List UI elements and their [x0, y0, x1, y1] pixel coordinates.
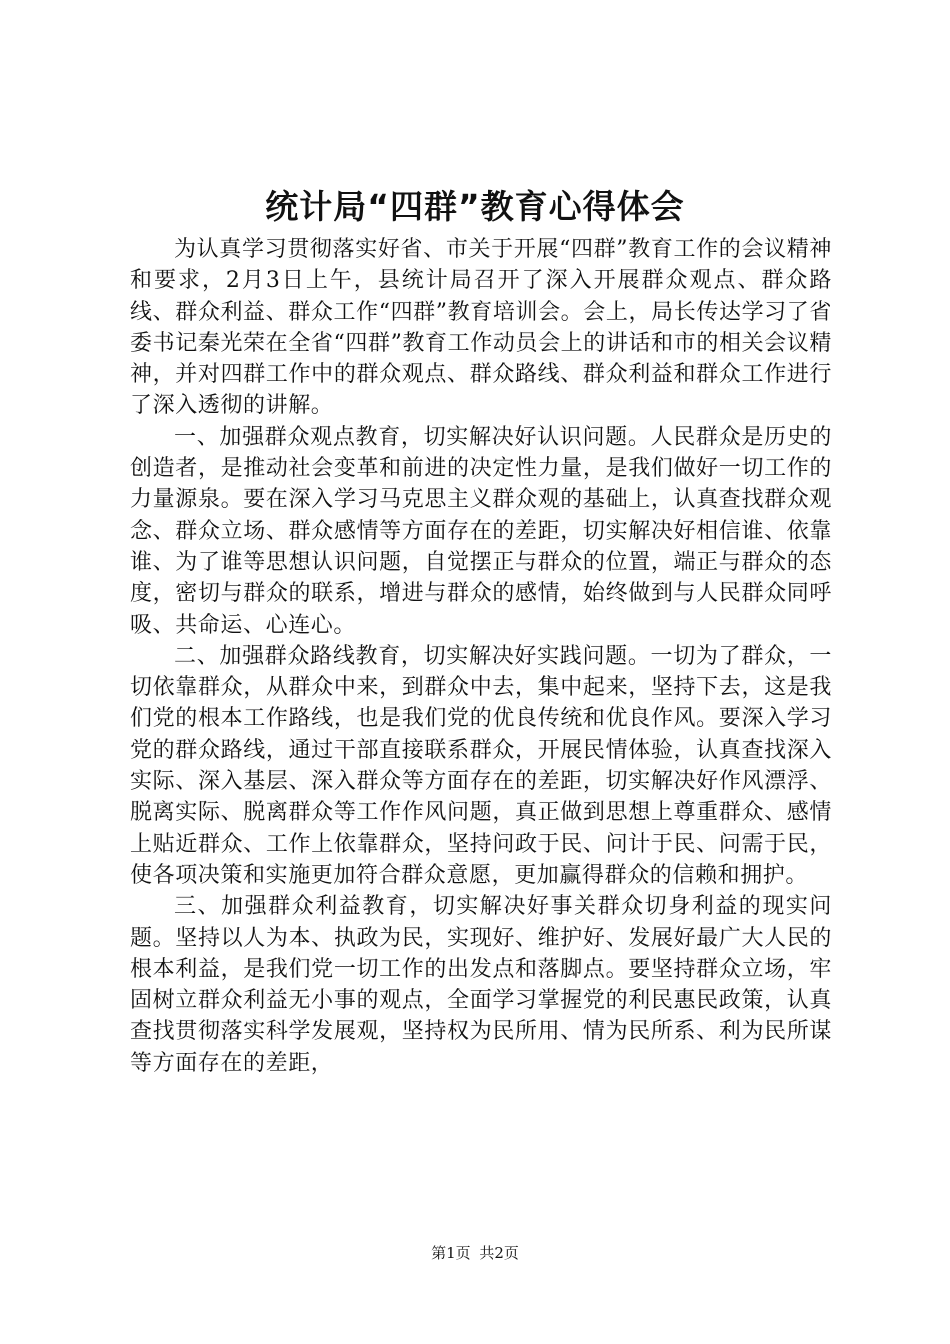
- document-title: 统计局“四群”教育心得体会: [265, 187, 685, 226]
- paragraph-section-1: 一、加强群众观点教育，切实解决好认识问题。人民群众是历史的创造者，是推动社会变革和前进的决定性力量，是我们做好一切工作的力量源泉。要在深入学习马克思主义群众观的基础上，认真查找群众观念、群众立场、群众感情等方面存在的差距，切实解决好相信谁、依靠谁、为了谁等思想认识问题，自觉摆正与群众的位置，端正与群众的态度，密切与群众的联系，增进与群众的感情，始终做到与人民群众同呼吸、共命运、心连心。: [130, 424, 832, 638]
- paragraph-section-3: 三、加强群众利益教育，切实解决好事关群众切身利益的现实问题。坚持以人为本、执政为民，实现好、维护好、发展好最广大人民的根本利益，是我们党一切工作的出发点和落脚点。要坚持群众立场，牢固树立群众利益无小事的观点，全面学习掌握党的利民惠民政策，认真查找贯彻落实科学发展观，坚持权为民所用、情为民所系、利为民所谋等方面存在的差距，: [130, 894, 832, 1076]
- paragraph-intro: 为认真学习贯彻落实好省、市关于开展“四群”教育工作的会议精神和要求，2月3日上午，县统计局召开了深入开展群众观点、群众路线、群众利益、群众工作“四群”教育培训会。会上，局长传达学习了省委书记秦光荣在全省“四群”教育工作动员会上的讲话和市的相关会议精神，并对四群工作中的群众观点、群众路线、群众利益和群众工作进行了深入透彻的讲解。: [130, 237, 832, 419]
- page-total: 共2页: [479, 1244, 519, 1262]
- document-body: [130, 234, 832, 1079]
- page-footer: [0, 1243, 950, 1263]
- page-number: 第1页: [431, 1244, 471, 1262]
- paragraph-section-2: 二、加强群众路线教育，切实解决好实践问题。一切为了群众，一切依靠群众，从群众中来，到群众中去，集中起来，坚持下去，这是我们党的根本工作路线，也是我们党的优良传统和优良作风。要深入学习党的群众路线，通过干部直接联系群众，开展民情体验，认真查找深入实际、深入基层、深入群众等方面存在的差距，切实解决好作风漂浮、脱离实际、脱离群众等工作作风问题，真正做到思想上尊重群众、感情上贴近群众、工作上依靠群众，坚持问政于民、问计于民、问需于民，使各项决策和实施更加符合群众意愿，更加赢得群众的信赖和拥护。: [130, 643, 832, 888]
